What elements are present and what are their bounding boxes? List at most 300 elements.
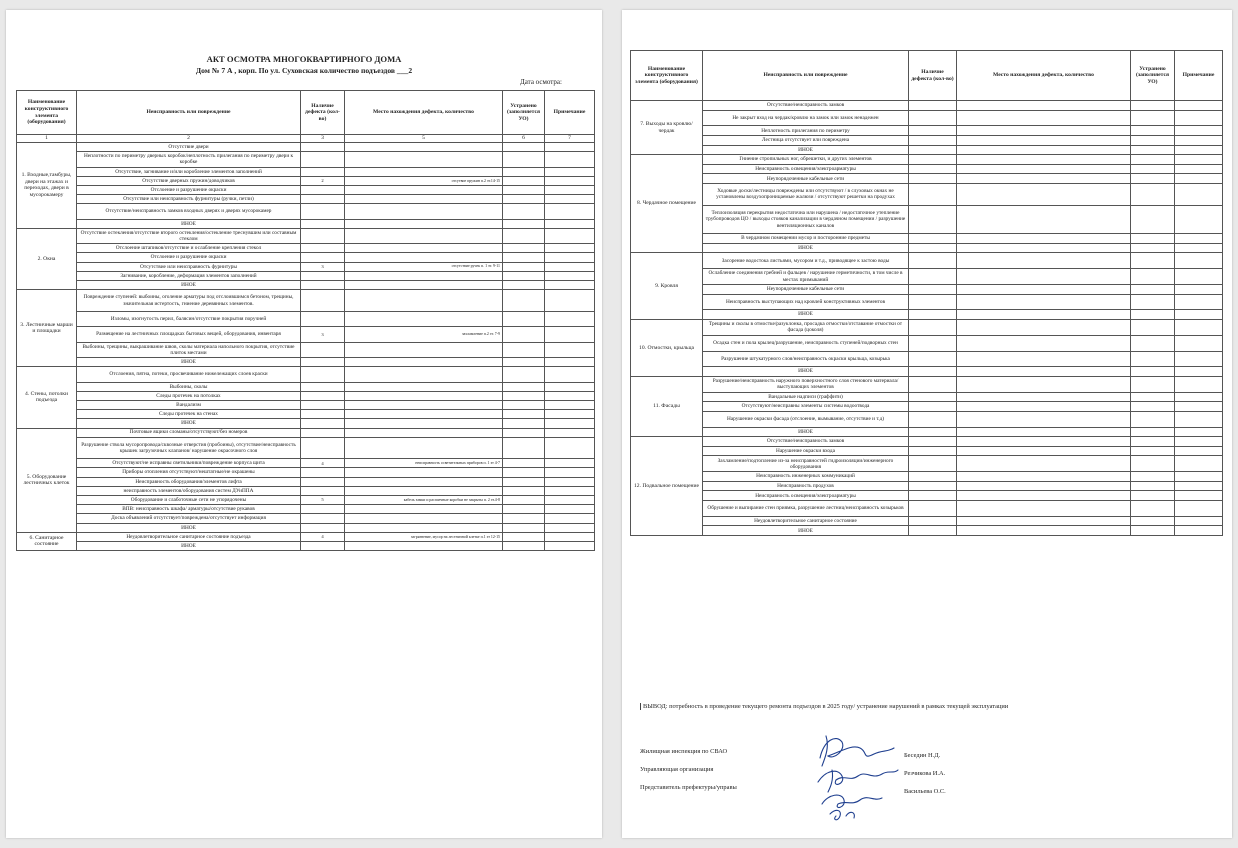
fixed-cell — [503, 410, 545, 419]
note-cell — [545, 311, 595, 326]
header-count: Наличие дефекта (кол-во) — [301, 91, 345, 135]
fixed-cell — [1131, 183, 1175, 205]
location-cell — [345, 541, 503, 550]
table-row — [17, 262, 595, 271]
location-cell — [345, 468, 503, 477]
location-cell — [345, 244, 503, 253]
defect-cell: Неупорядоченные кабельные сети — [703, 174, 909, 184]
header-note: Примечание — [1175, 51, 1223, 101]
table-row — [17, 367, 595, 382]
location-cell — [957, 526, 1131, 536]
fixed-cell — [503, 477, 545, 486]
note-cell — [1175, 110, 1223, 126]
table-row — [17, 311, 595, 326]
note-cell — [545, 219, 595, 228]
note-cell — [545, 152, 595, 167]
note-cell — [545, 244, 595, 253]
table-row — [17, 358, 595, 367]
note-cell — [545, 400, 595, 409]
defect-cell: Разрушение/неисправность наружного поверхностного слоя стенового материала/выступающих элементов — [703, 376, 909, 392]
defect-cell: ИНОЕ — [703, 243, 909, 253]
header-fixed: Устранено (заполняется УО) — [1131, 51, 1175, 101]
location-cell — [345, 382, 503, 391]
table-row — [631, 491, 1223, 501]
note-cell — [1175, 145, 1223, 155]
count-cell — [909, 145, 957, 155]
header-defect: Неисправность или повреждение — [77, 91, 301, 135]
element-name: 11. Фасады — [631, 376, 703, 436]
table-row — [631, 174, 1223, 184]
fixed-cell — [1131, 481, 1175, 491]
fixed-cell — [1131, 101, 1175, 111]
element-name: 2. Окна — [17, 228, 77, 289]
count-cell — [909, 284, 957, 294]
location-cell — [957, 491, 1131, 501]
location-cell — [345, 228, 503, 243]
table-row — [631, 126, 1223, 136]
fixed-cell — [1131, 155, 1175, 165]
fixed-cell — [503, 152, 545, 167]
location-cell — [345, 204, 503, 219]
location-cell — [957, 446, 1131, 456]
count-cell — [301, 311, 345, 326]
table-row — [631, 234, 1223, 244]
defect-cell: Отсутствие остекления/отсутствие второго остекления/остекление треснувшим или составным стеклом — [77, 228, 301, 243]
defect-cell: Неисправность инженерных коммуникаций — [703, 472, 909, 482]
note-cell — [1175, 402, 1223, 412]
defect-cell: ВПВ: неисправность шкафа/ арматуры/отсутствие рукавов — [77, 505, 301, 514]
location-cell — [345, 253, 503, 262]
count-cell — [909, 234, 957, 244]
note-cell — [1175, 427, 1223, 437]
table-row — [17, 391, 595, 400]
defect-cell: Гниение стропильных ног, обрешетки, и других элементов — [703, 155, 909, 165]
table-row — [631, 402, 1223, 412]
table-row — [17, 228, 595, 243]
fixed-cell — [1131, 319, 1175, 335]
location-cell — [957, 310, 1131, 320]
note-cell — [1175, 411, 1223, 427]
column-number: 1 — [17, 135, 77, 143]
element-name: 10. Отмостки, крыльца — [631, 319, 703, 376]
table-row — [631, 101, 1223, 111]
location-cell — [345, 486, 503, 495]
element-name: 7. Выходы на кровлю/чердак — [631, 101, 703, 155]
table-row — [631, 481, 1223, 491]
count-cell — [909, 446, 957, 456]
fixed-cell — [503, 253, 545, 262]
header-note: Примечание — [545, 91, 595, 135]
table-row — [17, 496, 595, 505]
table-row — [631, 145, 1223, 155]
table-row — [631, 183, 1223, 205]
count-cell — [301, 228, 345, 243]
note-cell — [545, 468, 595, 477]
location-cell — [345, 437, 503, 459]
table-row — [631, 110, 1223, 126]
location-cell — [957, 126, 1131, 136]
defect-cell: ИНОЕ — [703, 145, 909, 155]
location-cell — [345, 391, 503, 400]
count-cell — [301, 486, 345, 495]
defect-cell: Следы протечек на потолках — [77, 391, 301, 400]
note-cell — [1175, 516, 1223, 526]
table-row — [17, 167, 595, 176]
note-cell — [545, 358, 595, 367]
table-row — [17, 428, 595, 437]
defect-cell: Ходовые доски/лестницы повреждены или отсутствуют / в слуховых окнах не установлены воздухопроницаемые жалюзи / отсутствуют решетки на продухах — [703, 183, 909, 205]
fixed-cell — [503, 143, 545, 152]
element-name: 3. Лестничные марши и площадки — [17, 290, 77, 367]
count-cell — [909, 411, 957, 427]
note-cell — [1175, 481, 1223, 491]
count-cell — [909, 472, 957, 482]
note-cell — [1175, 234, 1223, 244]
defect-cell: Теплоизоляция перекрытия недостаточна или нарушена / недостаточное утепление трубопроводов ЦО / выходы стояков канализации в чердачном помещении / разрушение вентиляционных каналов — [703, 205, 909, 233]
table-row — [631, 319, 1223, 335]
defect-cell: Вандализм — [77, 400, 301, 409]
count-cell: 3 — [301, 327, 345, 342]
fixed-cell — [1131, 174, 1175, 184]
note-cell — [545, 459, 595, 468]
table-row — [631, 456, 1223, 472]
count-cell — [909, 243, 957, 253]
fixed-cell — [503, 271, 545, 280]
note-cell — [545, 228, 595, 243]
fixed-cell — [503, 541, 545, 550]
fixed-cell — [1131, 335, 1175, 351]
location-cell — [957, 501, 1131, 517]
fixed-cell — [503, 514, 545, 523]
note-cell — [545, 204, 595, 219]
table-row — [17, 459, 595, 468]
note-cell — [545, 486, 595, 495]
note-cell — [545, 143, 595, 152]
defect-cell: Нарушение окраски фасада (отслоение, вымывание, отсутствие и т.д) — [703, 411, 909, 427]
table-row — [17, 204, 595, 219]
note-cell — [1175, 269, 1223, 285]
note-cell — [545, 419, 595, 428]
location-cell — [957, 284, 1131, 294]
count-cell — [301, 419, 345, 428]
fixed-cell — [503, 219, 545, 228]
fixed-cell — [1131, 135, 1175, 145]
defect-cell: Выбоины, трещины, выкрашивание швов, сколы материала напольного покрытия, отсутствие плиток местами — [77, 342, 301, 357]
defect-cell: ИНОЕ — [77, 523, 301, 532]
defect-cell: Вандальные надписи (граффити) — [703, 392, 909, 402]
note-cell — [1175, 437, 1223, 447]
signature-person: Резчикова И.А. — [904, 770, 946, 777]
location-cell — [957, 174, 1131, 184]
location-cell — [957, 516, 1131, 526]
count-cell — [301, 437, 345, 459]
note-cell — [545, 523, 595, 532]
fixed-cell — [1131, 253, 1175, 269]
location-cell — [957, 351, 1131, 367]
count-cell — [909, 437, 957, 447]
note-cell — [545, 367, 595, 382]
note-cell — [545, 253, 595, 262]
note-cell — [1175, 294, 1223, 310]
count-cell — [909, 367, 957, 377]
count-cell — [301, 185, 345, 194]
defect-cell: Ослабление соединения гребней и фальцев / нарушение герметичности, в том числе в местах примыканий — [703, 269, 909, 285]
note-cell — [545, 281, 595, 290]
location-cell — [345, 143, 503, 152]
table-row — [17, 185, 595, 194]
table-row — [17, 195, 595, 204]
fixed-cell — [503, 262, 545, 271]
defect-cell: Трещины и сколы в отмостке/разуклонка, просадка отмостки/отставание отмостки от фасада (цоколя) — [703, 319, 909, 335]
fixed-cell — [1131, 501, 1175, 517]
count-cell — [301, 514, 345, 523]
location-cell: загрязнение, мусор на лестничной клетке п.1 эт 12-15 — [345, 532, 503, 541]
location-cell — [957, 164, 1131, 174]
signature-person: Беседин Н.Д. — [904, 752, 941, 759]
note-cell — [545, 496, 595, 505]
table-row — [631, 446, 1223, 456]
defect-cell: ИНОЕ — [703, 526, 909, 536]
table-row — [631, 376, 1223, 392]
table-row — [631, 437, 1223, 447]
header-count: Наличие дефекта (кол-во) — [909, 51, 957, 101]
defect-cell: ИНОЕ — [77, 419, 301, 428]
location-cell — [957, 243, 1131, 253]
table-row — [17, 437, 595, 459]
act-page-left — [6, 10, 602, 838]
defect-cell: Выбоины, сколы — [77, 382, 301, 391]
act-page-right — [622, 10, 1232, 838]
defect-cell: Лестница отсутствует или повреждена — [703, 135, 909, 145]
note-cell — [1175, 183, 1223, 205]
element-name: 5. Оборудование лестничных клеток — [17, 428, 77, 532]
count-cell — [301, 410, 345, 419]
fixed-cell — [1131, 205, 1175, 233]
conclusion-text: ВЫВОД: потребность в проведение текущего ремонта подъездов в 2025 году/ устранение нарушений в рамках текущей эксплуатации — [640, 703, 1008, 710]
defect-cell: ИНОЕ — [703, 310, 909, 320]
table-row — [631, 284, 1223, 294]
count-cell: 3 — [301, 262, 345, 271]
defect-cell: ИНОЕ — [703, 427, 909, 437]
note-cell — [1175, 135, 1223, 145]
defect-cell: Приборы отопления отсутствуют/нештатные/не окрашены — [77, 468, 301, 477]
defect-cell: Неисправность оборудования/элементов лифта — [77, 477, 301, 486]
table-row — [17, 253, 595, 262]
fixed-cell — [1131, 491, 1175, 501]
inspection-date-label: Дата осмотра: — [519, 78, 562, 86]
fixed-cell — [503, 176, 545, 185]
count-cell — [909, 501, 957, 517]
count-cell — [301, 281, 345, 290]
location-cell — [345, 419, 503, 428]
location-cell — [957, 472, 1131, 482]
header-fixed: Устранено (заполняется УО) — [503, 91, 545, 135]
note-cell — [545, 290, 595, 312]
fixed-cell — [1131, 427, 1175, 437]
note-cell — [1175, 284, 1223, 294]
location-cell — [345, 152, 503, 167]
defect-cell: Отсутствуют/не исправны светильники/повреждение корпуса щита — [77, 459, 301, 468]
location-cell — [957, 376, 1131, 392]
note-cell — [545, 541, 595, 550]
count-cell: 5 — [301, 496, 345, 505]
location-cell — [345, 195, 503, 204]
note-cell — [545, 185, 595, 194]
note-cell — [1175, 526, 1223, 536]
fixed-cell — [503, 437, 545, 459]
location-cell — [957, 437, 1131, 447]
count-cell — [909, 392, 957, 402]
note-cell — [545, 262, 595, 271]
count-cell — [909, 110, 957, 126]
table-row — [631, 155, 1223, 165]
location-cell — [957, 135, 1131, 145]
location-cell — [345, 428, 503, 437]
fixed-cell — [1131, 516, 1175, 526]
location-cell — [345, 167, 503, 176]
table-row — [631, 501, 1223, 517]
count-cell — [301, 382, 345, 391]
fixed-cell — [503, 311, 545, 326]
count-cell — [909, 135, 957, 145]
defect-cell: Отсутствие/неисправность замков — [703, 437, 909, 447]
table-row — [631, 526, 1223, 536]
count-cell — [301, 290, 345, 312]
count-cell — [909, 481, 957, 491]
count-cell — [301, 477, 345, 486]
table-row — [17, 176, 595, 185]
count-cell — [909, 174, 957, 184]
note-cell — [545, 428, 595, 437]
note-cell — [1175, 376, 1223, 392]
location-cell — [957, 155, 1131, 165]
location-cell — [345, 271, 503, 280]
location-cell — [957, 319, 1131, 335]
element-name: 6. Санитарное состояние — [17, 532, 77, 550]
note-cell — [545, 477, 595, 486]
note-cell — [545, 195, 595, 204]
defect-cell: Неудовлетворительное санитарное состояние подъезда — [77, 532, 301, 541]
fixed-cell — [503, 281, 545, 290]
defect-cell: Засорение водостока листьями, мусором и т.д., приводящее к застою воды — [703, 253, 909, 269]
note-cell — [1175, 155, 1223, 165]
location-cell — [345, 505, 503, 514]
table-row — [631, 310, 1223, 320]
location-cell — [957, 402, 1131, 412]
note-cell — [1175, 126, 1223, 136]
table-row — [17, 219, 595, 228]
defect-cell: Следы протечек на стенах — [77, 410, 301, 419]
fixed-cell — [1131, 411, 1175, 427]
count-cell — [301, 505, 345, 514]
defect-cell: Нарушение окраски входа — [703, 446, 909, 456]
defect-cell: Отслоение и разрушение окраски — [77, 185, 301, 194]
fixed-cell — [1131, 376, 1175, 392]
defect-cell: Отсутствуют/неисправны элементы системы водоотвода — [703, 402, 909, 412]
location-cell — [957, 145, 1131, 155]
table-row — [17, 541, 595, 550]
defect-cell: Изломы, изогнутость перил, балясин/отсутствие покрытия поручней — [77, 311, 301, 326]
note-cell — [1175, 174, 1223, 184]
defect-cell: Отсутствие/неисправность замков входных дверях и дверях мусорокамер — [77, 204, 301, 219]
fixed-cell — [1131, 392, 1175, 402]
note-cell — [1175, 456, 1223, 472]
count-cell — [301, 428, 345, 437]
fixed-cell — [1131, 402, 1175, 412]
table-row — [17, 152, 595, 167]
location-cell — [957, 335, 1131, 351]
table-row — [631, 427, 1223, 437]
count-cell — [909, 526, 957, 536]
location-cell — [957, 205, 1131, 233]
note-cell — [1175, 335, 1223, 351]
table-row — [17, 244, 595, 253]
fixed-cell — [503, 505, 545, 514]
defect-cell: Не закрыт вход на чердак/кровлю на замок или замок ненадежен — [703, 110, 909, 126]
defect-cell: Неисправность освещения/электроарматуры — [703, 491, 909, 501]
location-cell — [957, 294, 1131, 310]
count-cell — [301, 152, 345, 167]
count-cell — [301, 271, 345, 280]
fixed-cell — [503, 486, 545, 495]
defect-cell: Отсутствие, загнивание и/или коробление элементов заполнений — [77, 167, 301, 176]
location-cell: отсутвие пружин п.2 эт.14-15 — [345, 176, 503, 185]
defect-cell: ИНОЕ — [77, 358, 301, 367]
fixed-cell — [503, 459, 545, 468]
signature-org: Жилищная инспекция по СВАО — [640, 748, 728, 755]
fixed-cell — [1131, 437, 1175, 447]
table-row — [17, 290, 595, 312]
note-cell — [545, 342, 595, 357]
fixed-cell — [503, 167, 545, 176]
column-number: 3 — [301, 135, 345, 143]
fixed-cell — [503, 244, 545, 253]
fixed-cell — [1131, 269, 1175, 285]
location-cell — [345, 477, 503, 486]
header-element: Наименование конструктивного элемента (оборудования) — [17, 91, 77, 135]
fixed-cell — [1131, 456, 1175, 472]
note-cell — [545, 176, 595, 185]
fixed-cell — [503, 382, 545, 391]
location-cell — [345, 400, 503, 409]
location-cell: неисправность осветительных приборов п. 1 эт 4-7 — [345, 459, 503, 468]
fixed-cell — [1131, 126, 1175, 136]
count-cell: 4 — [301, 459, 345, 468]
defect-cell: Повреждение ступеней: выбоины, оголение арматуры под отслоившимся бетоном, трещины, значительная истертость, гниение деревянных элементов. — [77, 290, 301, 312]
table-row — [631, 243, 1223, 253]
location-cell — [957, 427, 1131, 437]
inspection-table-right — [630, 50, 1223, 536]
location-cell — [957, 183, 1131, 205]
fixed-cell — [503, 228, 545, 243]
note-cell — [1175, 310, 1223, 320]
header-defect: Неисправность или повреждение — [703, 51, 909, 101]
table-row — [631, 164, 1223, 174]
count-cell — [909, 319, 957, 335]
signature-org: Управляющая организация — [640, 766, 714, 773]
fixed-cell — [503, 195, 545, 204]
defect-cell: Отсутствие/неисправность замков — [703, 101, 909, 111]
note-cell — [545, 437, 595, 459]
element-name: 8. Чердачное помещение — [631, 155, 703, 253]
column-number: 7 — [545, 135, 595, 143]
defect-cell: неисправность элементов/оборудования систем ДУиППА — [77, 486, 301, 495]
table-row — [631, 516, 1223, 526]
handwritten-signatures — [812, 730, 902, 825]
table-row — [17, 477, 595, 486]
table-row — [17, 400, 595, 409]
table-row — [17, 271, 595, 280]
